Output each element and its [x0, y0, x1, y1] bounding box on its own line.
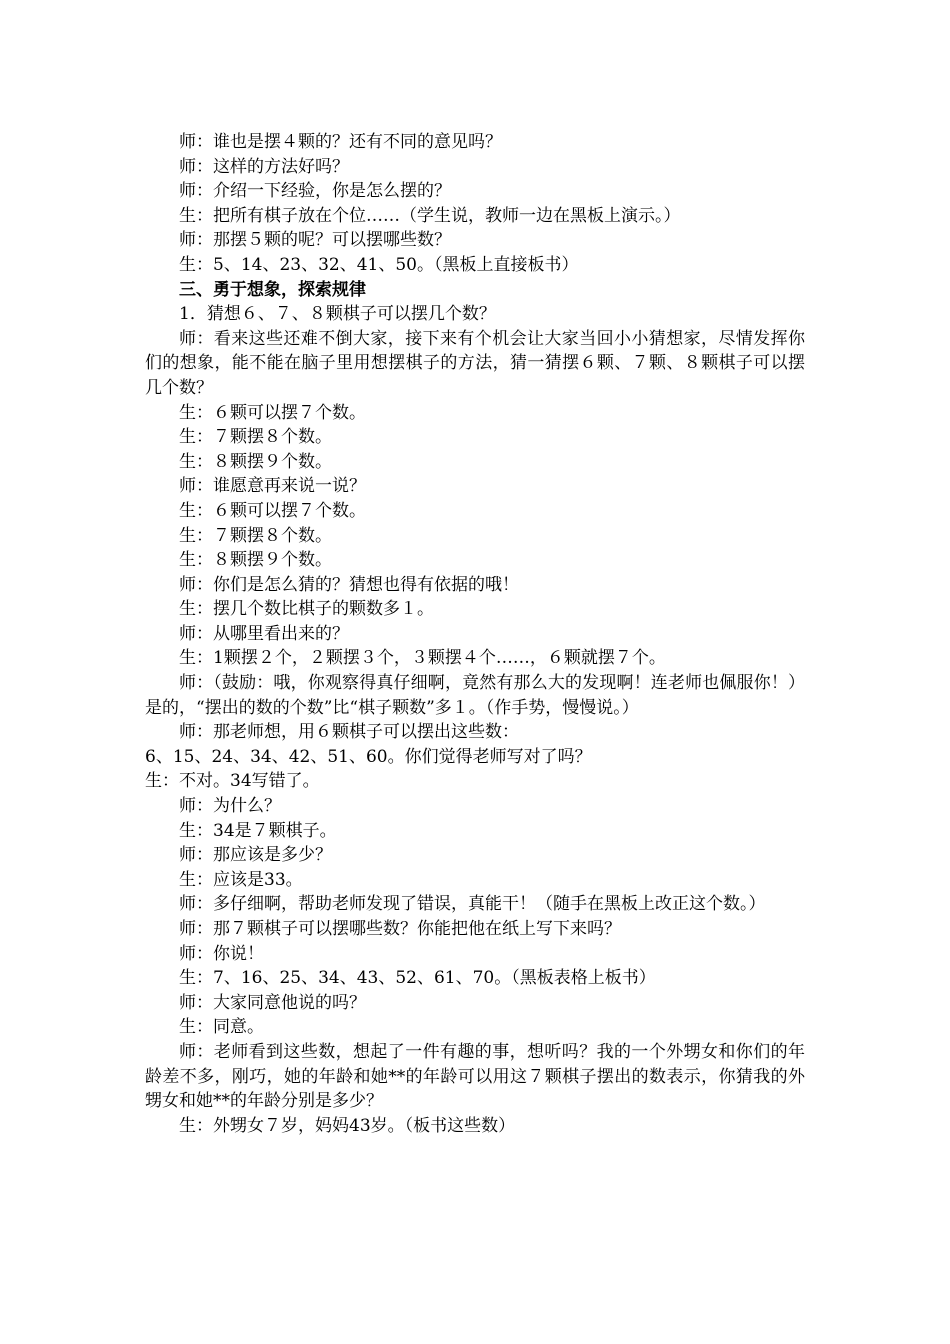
dialogue-paragraph: 生：把所有棋子放在个位……（学生说，教师一边在黑板上演示。） — [179, 205, 681, 226]
dialogue-paragraph: 生：７颗摆８个数。 — [179, 525, 332, 546]
dialogue-paragraph: 生：7、16、25、34、43、52、61、70。（黑板表格上板书） — [179, 968, 656, 989]
dialogue-paragraph: 生：７颗摆８个数。 — [179, 427, 332, 448]
dialogue-paragraph: 师：谁愿意再来说一说？ — [179, 476, 366, 497]
dialogue-paragraph: 师：那应该是多少？ — [179, 845, 332, 866]
dialogue-paragraph: 师：从哪里看出来的？ — [179, 623, 349, 644]
dialogue-paragraph: 生：34是７颗棋子。 — [179, 820, 337, 841]
document-body — [145, 130, 805, 1138]
dialogue-paragraph: 师：这样的方法好吗？ — [179, 156, 349, 177]
dialogue-paragraph: 师：（鼓励：哦，你观察得真仔细啊，竟然有那么大的发现啊！连老师也佩服你！）是的，“摆出的数的个数”比“棋子颗数”多１。（作手势，慢慢说。） — [145, 673, 805, 718]
dialogue-paragraph: 师：你们是怎么猜的？猜想也得有依据的哦！ — [179, 574, 519, 595]
dialogue-paragraph: 师：那摆５颗的呢？可以摆哪些数？ — [179, 230, 451, 251]
dialogue-paragraph: 生：６颗可以摆７个数。 — [179, 500, 366, 521]
dialogue-paragraph: 师：谁也是摆４颗的？还有不同的意见吗？ — [179, 132, 502, 152]
section-heading: 三、勇于想象，探索规律 — [179, 279, 366, 300]
dialogue-paragraph: 生：5、14、23、32、41、50。（黑板上直接板书） — [179, 254, 579, 275]
dialogue-paragraph: 生：摆几个数比棋子的颗数多１。 — [179, 599, 434, 620]
dialogue-paragraph: 生：不对。34写错了。 — [145, 771, 320, 792]
dialogue-paragraph: 师：看来这些还难不倒大家，接下来有个机会让大家当回小小猜想家，尽情发挥你们的想象，能不能在脑子里用想摆棋子的方法，猜一猜摆６颗、７颗、８颗棋子可以摆几个数？ — [145, 328, 805, 398]
dialogue-paragraph: 6、15、24、34、42、51、60。你们觉得老师写对了吗？ — [145, 746, 592, 767]
dialogue-paragraph: 生：６颗可以摆７个数。 — [179, 402, 366, 423]
dialogue-paragraph: 生：外甥女７岁，妈妈43岁。（板书这些数） — [179, 1115, 516, 1136]
dialogue-paragraph: 生：８颗摆９个数。 — [179, 451, 332, 472]
dialogue-paragraph: 生：1颗摆２个，２颗摆３个，３颗摆４个……，６颗就摆７个。 — [179, 648, 666, 669]
dialogue-paragraph: 师：你说！ — [179, 943, 264, 964]
dialogue-paragraph: 师：介绍一下经验，你是怎么摆的？ — [179, 181, 451, 202]
dialogue-paragraph: 师：那老师想，用６颗棋子可以摆出这些数： — [179, 722, 519, 743]
dialogue-paragraph: 生：应该是33。 — [179, 869, 303, 890]
dialogue-paragraph: 生：同意。 — [179, 1017, 264, 1038]
dialogue-paragraph: 师：多仔细啊，帮助老师发现了错误，真能干！（随手在黑板上改正这个数。） — [179, 894, 766, 915]
dialogue-paragraph: 生：８颗摆９个数。 — [179, 550, 332, 571]
dialogue-paragraph: 师：为什么？ — [179, 796, 281, 817]
dialogue-paragraph: 1．猜想６、７、８颗棋子可以摆几个数？ — [179, 304, 496, 325]
dialogue-paragraph: 师：大家同意他说的吗？ — [179, 992, 366, 1013]
dialogue-paragraph: 师：老师看到这些数，想起了一件有趣的事，想听吗？我的一个外甥女和你们的年龄差不多，刚巧，她的年龄和她**的年龄可以用这７颗棋子摆出的数表示，你猜我的外甥女和她**的年龄分别是多少？ — [145, 1041, 805, 1112]
dialogue-paragraph: 师：那７颗棋子可以摆哪些数？你能把他在纸上写下来吗？ — [179, 919, 621, 939]
